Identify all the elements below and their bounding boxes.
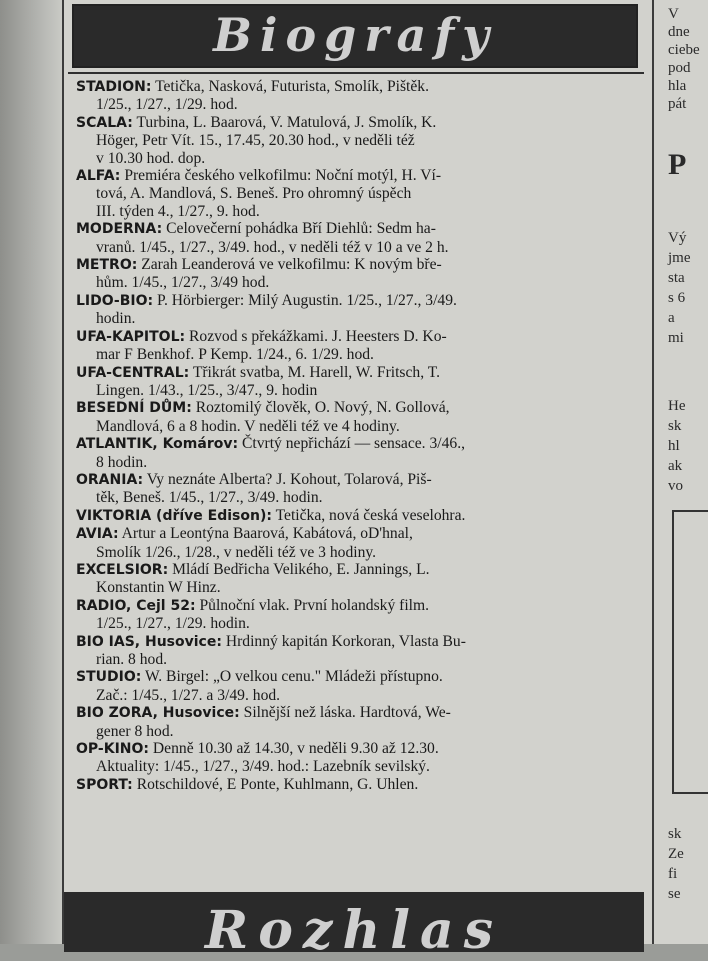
entry-text: Mandlová, 6 a 8 hodin. V neděli též ve 4 hodiny. — [96, 417, 400, 435]
entry-text: Tetička, Nasková, Futurista, Smolík, Pištěk. — [155, 78, 430, 95]
entry-line — [76, 256, 644, 274]
cinema-entry — [76, 704, 644, 740]
entry-line — [76, 220, 644, 238]
column-fragment: pát — [668, 96, 687, 112]
cinema-entry — [76, 167, 644, 220]
entry-line — [76, 167, 644, 185]
entry-line — [76, 723, 644, 740]
cinema-name: AVIA: — [76, 526, 119, 543]
entry-line — [76, 239, 644, 256]
cinema-entry — [76, 561, 644, 597]
cinema-name: SCALA: — [76, 114, 133, 131]
entry-line — [76, 471, 644, 489]
entry-text: Smolík 1/26., 1/28., v neděli též ve 3 hodiny. — [96, 543, 377, 561]
column-divider-left — [62, 0, 64, 944]
entry-line — [76, 633, 644, 651]
entry-text: Půlnoční vlak. První holandský film. — [199, 596, 430, 614]
entry-line — [76, 399, 644, 417]
entry-line — [76, 651, 644, 668]
entry-line — [76, 346, 644, 363]
entry-text: 1/25., 1/27., 1/29. hod. — [96, 96, 238, 114]
entry-line — [76, 78, 644, 96]
entry-text: 8 hodin. — [96, 453, 148, 471]
adjacent-ad-frame — [672, 510, 708, 794]
entry-line — [76, 776, 644, 794]
entry-text: Mládí Bedřicha Velikého, E. Jannings, L. — [172, 560, 430, 578]
header-rule — [68, 72, 644, 74]
entry-text: Artur a Leontýna Baarová, Kabátová, oD'hnal, — [121, 525, 413, 543]
entry-text: Tetička, nová česká veselohra. — [275, 506, 466, 524]
adjacent-column — [660, 0, 708, 944]
column-fragment: vo — [668, 478, 683, 494]
entry-text: Denně 10.30 až 14.30, v neděli 9.30 až 12.30. — [152, 740, 439, 758]
cinema-name: ORANIA: — [76, 471, 144, 488]
column-fragment: a — [668, 310, 675, 326]
column-heading-letter: P — [668, 148, 687, 181]
cinema-entry — [76, 740, 644, 776]
cinema-entry — [76, 435, 644, 471]
entry-line — [76, 597, 644, 615]
entry-text: Lingen. 1/43., 1/25., 3/47., 9. hodin — [96, 381, 318, 399]
entry-text: v 10.30 hod. dop. — [96, 149, 206, 167]
entry-text: Vy neznáte Alberta? J. Kohout, Tolarová, Piš- — [146, 470, 432, 488]
cinema-name: ALFA: — [76, 168, 121, 185]
column-fragment: ak — [668, 458, 683, 474]
entry-line — [76, 615, 644, 632]
entry-line — [76, 364, 644, 382]
entry-line — [76, 704, 644, 722]
cinema-entry — [76, 776, 644, 794]
cinema-entry — [76, 292, 644, 328]
entry-line — [76, 328, 644, 346]
cinema-entry — [76, 256, 644, 292]
column-fragment: se — [668, 886, 681, 902]
cinema-entry — [76, 507, 644, 525]
column-fragment: dne — [668, 24, 690, 40]
cinema-entry — [76, 597, 644, 633]
cinema-name: VIKTORIA (dříve Edison): — [76, 507, 272, 524]
entry-line — [76, 132, 644, 149]
cinema-entry — [76, 471, 644, 507]
entry-text: tová, A. Mandlová, S. Beneš. Pro ohromný úspěch — [96, 185, 412, 203]
cinema-name: BIO ZORA, Husovice: — [76, 705, 240, 722]
entry-text: Zač.: 1/45., 1/27. a 3/49. hod. — [96, 686, 281, 704]
entry-text: rian. 8 hod. — [96, 651, 168, 668]
section-title: Biografy — [213, 8, 497, 62]
column-fragment: s 6 — [668, 290, 686, 306]
entry-text: Rozvod s překážkami. J. Heesters D. Ko- — [189, 327, 447, 345]
entry-line — [76, 150, 644, 167]
entry-line — [76, 292, 644, 310]
section-header — [72, 4, 638, 68]
column-divider-right — [652, 0, 654, 944]
entry-text: Turbina, L. Baarová, V. Matulová, J. Smolík, K. — [136, 113, 437, 131]
column-fragment: sk — [668, 418, 682, 434]
entry-line — [76, 310, 644, 327]
entry-line — [76, 525, 644, 543]
column-fragment: sk — [668, 826, 682, 842]
entry-line — [76, 740, 644, 758]
next-section-title: Rozhlas — [205, 900, 503, 961]
cinema-name: ATLANTIK, Komárov: — [76, 436, 239, 453]
cinema-name: RADIO, Cejl 52: — [76, 597, 196, 614]
entry-line — [76, 435, 644, 453]
entry-line — [76, 489, 644, 506]
entry-text: těk, Beneš. 1/45., 1/27., 3/49. hodin. — [96, 489, 323, 507]
column-fragment: ciebe — [668, 42, 700, 58]
next-section-header — [64, 892, 644, 961]
entry-text: Celovečerní pohádka Bří Diehlů: Sedm ha- — [166, 220, 436, 238]
entry-line — [76, 114, 644, 132]
column-fragment: jme — [668, 250, 691, 266]
entry-text: Premiéra českého velkofilmu: Noční motýl, H. Ví- — [124, 167, 442, 185]
cinema-name: STUDIO: — [76, 669, 142, 686]
cinema-entry — [76, 220, 644, 256]
entry-text: Hrdinný kapitán Korkoran, Vlasta Bu- — [225, 632, 466, 650]
entry-text: P. Hörbierger: Milý Augustin. 1/25., 1/27., 3/49. — [157, 291, 457, 309]
cinema-name: EXCELSIOR: — [76, 561, 169, 578]
cinema-name: OP-KINO: — [76, 741, 150, 758]
entry-text: mar F Benkhof. P Kemp. 1/24., 6. 1/29. hod. — [96, 346, 374, 364]
entry-text: Čtvrtý nepřichází — sensace. 3/46., — [241, 435, 465, 453]
cinema-name: BESEDNÍ DŮM: — [76, 400, 192, 417]
cinema-name: LIDO-BIO: — [76, 292, 154, 309]
column-fragment: hl — [668, 438, 680, 454]
cinema-name: BIO IAS, Husovice: — [76, 633, 222, 650]
cinema-name: METRO: — [76, 257, 138, 274]
cinema-entry — [76, 114, 644, 167]
entry-text: W. Birgel: „O velkou cenu." Mládeži přístupno. — [144, 668, 443, 686]
entry-text: Třikrát svatba, M. Harell, W. Fritsch, T. — [192, 363, 440, 381]
cinema-entry — [76, 525, 644, 561]
column-fragment: pod — [668, 60, 691, 76]
entry-text: Aktuality: 1/45., 1/27., 3/49. hod.: Lazebník sevilský. — [96, 758, 430, 776]
entry-text: III. týden 4., 1/27., 9. hod. — [96, 202, 260, 220]
entry-line — [76, 507, 644, 525]
entry-line — [76, 203, 644, 220]
cinema-name: SPORT: — [76, 776, 133, 793]
column-fragment: He — [668, 398, 686, 414]
entry-line — [76, 382, 644, 399]
column-fragment: Vý — [668, 230, 687, 246]
cinema-entry — [76, 633, 644, 669]
entry-line — [76, 185, 644, 202]
column-fragment: sta — [668, 270, 685, 286]
entry-text: Höger, Petr Vít. 15., 17.45, 20.30 hod., v neděli též — [96, 132, 415, 150]
cinema-name: MODERNA: — [76, 221, 163, 238]
cinema-name: STADION: — [76, 79, 152, 95]
column-fragment: V — [668, 6, 679, 22]
column-fragment: mi — [668, 330, 684, 346]
entry-text: hodin. — [96, 310, 136, 328]
entry-text: Zarah Leanderová ve velkofilmu: K novým bře- — [141, 256, 442, 274]
cinema-name: UFA-KAPITOL: — [76, 328, 186, 345]
entry-text: Konstantin W Hinz. — [96, 579, 221, 597]
cinema-entry — [76, 668, 644, 704]
left-page-margin — [0, 0, 62, 944]
column-fragment: Ze — [668, 846, 684, 862]
cinema-name: UFA-CENTRAL: — [76, 364, 190, 381]
entry-text: Rotschildové, E Ponte, Kuhlmann, G. Uhlen. — [136, 775, 419, 793]
column-fragment: fi — [668, 866, 678, 882]
entry-line — [76, 544, 644, 561]
entry-line — [76, 96, 644, 113]
entry-line — [76, 758, 644, 775]
cinema-entry — [76, 399, 644, 435]
cinema-entry — [76, 364, 644, 400]
cinema-entry — [76, 328, 644, 364]
entry-text: gener 8 hod. — [96, 722, 174, 740]
entry-line — [76, 687, 644, 704]
entry-text: hům. 1/45., 1/27., 3/49 hod. — [96, 274, 270, 292]
entry-line — [76, 579, 644, 596]
entry-text: vranů. 1/45., 1/27., 3/49. hod., v neděli též v 10 a ve 2 h. — [96, 238, 449, 256]
entry-line — [76, 454, 644, 471]
cinema-listing — [76, 78, 644, 794]
column-fragment: hla — [668, 78, 687, 94]
entry-line — [76, 668, 644, 686]
entry-line — [76, 561, 644, 579]
entry-text: Silnější než láska. Hardtová, We- — [243, 704, 451, 722]
entry-line — [76, 418, 644, 435]
cinema-entry — [76, 78, 644, 114]
entry-text: 1/25., 1/27., 1/29. hodin. — [96, 615, 250, 633]
entry-text: Roztomilý člověk, O. Nový, N. Gollová, — [195, 399, 450, 417]
entry-line — [76, 274, 644, 291]
